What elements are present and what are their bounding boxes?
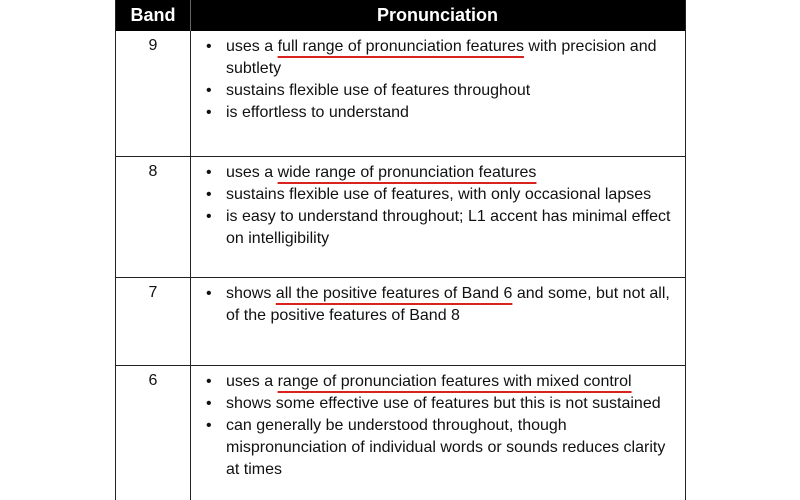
descriptor-list — [206, 371, 681, 481]
descriptor-text: uses a — [226, 373, 278, 390]
descriptor-item — [206, 184, 681, 206]
descriptor-item — [206, 36, 681, 80]
descriptor-text: shows — [226, 285, 276, 302]
descriptor-item — [206, 206, 681, 250]
table-row-band-9 — [116, 31, 685, 157]
descriptor-list — [206, 162, 681, 250]
descriptor-text: with precision and subtlety — [226, 38, 657, 77]
descriptor-list — [206, 36, 681, 124]
descriptor-text: is easy to understand throughout; L1 accent has minimal effect on intelligibility — [226, 208, 671, 247]
highlighted-phrase: range of pronunciation features with mixed control — [277, 373, 632, 390]
band-number: 9 — [148, 37, 158, 54]
descriptor-item — [206, 393, 681, 415]
table-header — [116, 0, 685, 31]
highlighted-phrase: wide range of pronunciation features — [277, 164, 537, 181]
highlighted-phrase: all the positive features of Band 6 — [275, 285, 513, 302]
descriptor-text: and some, but not all, of the positive features of Band 8 — [226, 285, 670, 324]
descriptor-item — [206, 80, 681, 102]
descriptor-text: can generally be understood throughout, though mispronunciation of individual words or sounds reduces clarity at times — [226, 417, 666, 478]
band-number: 7 — [148, 284, 158, 301]
table-row-band-7 — [116, 278, 685, 366]
band-number: 6 — [148, 372, 158, 389]
descriptor-item — [206, 415, 681, 481]
descriptor-item — [206, 371, 681, 393]
pronunciation-column-header: Pronunciation — [377, 5, 498, 25]
descriptor-text: uses a — [226, 38, 278, 55]
descriptor-item — [206, 162, 681, 184]
pronunciation-band-table — [115, 0, 686, 500]
descriptor-text: uses a — [226, 164, 278, 181]
table-row-band-8 — [116, 157, 685, 278]
descriptor-list — [206, 283, 681, 327]
descriptor-item — [206, 283, 681, 327]
descriptor-text: sustains flexible use of features throughout — [226, 82, 531, 99]
table-row-band-6 — [116, 366, 685, 500]
highlighted-phrase: full range of pronunciation features — [277, 38, 524, 55]
band-number: 8 — [148, 163, 158, 180]
descriptor-text: is effortless to understand — [226, 104, 409, 121]
descriptor-text: shows some effective use of features but this is not sustained — [226, 395, 661, 412]
descriptor-item — [206, 102, 681, 124]
descriptor-text: sustains flexible use of features, with only occasional lapses — [226, 186, 652, 203]
band-column-header: Band — [130, 5, 176, 25]
